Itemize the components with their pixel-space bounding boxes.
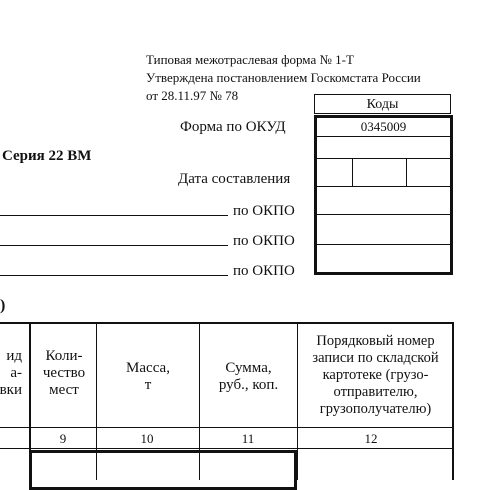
codes-title: Коды <box>366 97 399 112</box>
col-sum-header: Сумма, руб., коп. <box>218 360 279 393</box>
col-mass-header: Масса, т <box>126 360 170 393</box>
partial-header: ид а- вки <box>0 348 22 398</box>
date-label: Дата составления <box>178 171 291 187</box>
approval-line: Утверждена постановлением Госкомстата России <box>146 70 421 85</box>
col-order-header: Порядковый номер записи по складской картотеке (грузо- отправителю, грузополучателю) <box>312 333 439 417</box>
okud-value: 0345009 <box>360 119 407 134</box>
approval-date-line: от 28.11.97 № 78 <box>146 88 239 103</box>
series-label: Серия 22 ВМ <box>2 148 92 164</box>
col-quantity-header: Коли- чество мест <box>42 348 86 398</box>
col-number-10: 10 <box>140 431 154 446</box>
okpo-label-1: по ОКПО <box>233 203 295 219</box>
section-mark: ) <box>0 297 6 314</box>
col-number-11: 11 <box>241 431 255 446</box>
codes-box <box>314 115 453 275</box>
okpo-label-2: по ОКПО <box>233 233 295 249</box>
okpo-label-3: по ОКПО <box>233 263 295 279</box>
okud-label: Форма по ОКУД <box>180 119 286 135</box>
col-number-9: 9 <box>59 431 67 446</box>
form-type-line: Типовая межотраслевая форма № 1-Т <box>146 52 354 67</box>
col-number-12: 12 <box>364 431 378 446</box>
